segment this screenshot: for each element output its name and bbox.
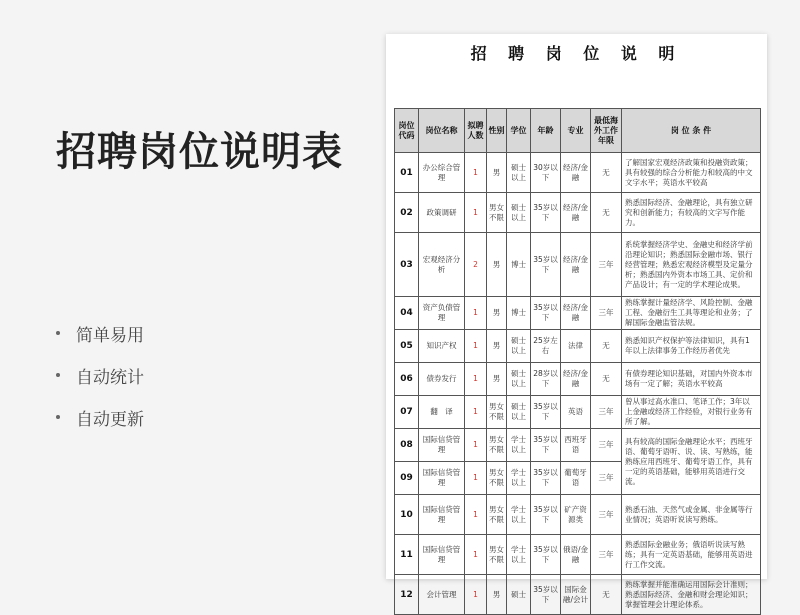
cell-count: 1 [465,495,487,535]
cell-degree: 学士以上 [507,495,531,535]
cell-count: 1 [465,330,487,363]
cell-gender: 男 [487,575,507,615]
cell-code: 11 [395,535,419,575]
cell-age: 25岁左右 [531,330,561,363]
table-header-row [395,109,761,153]
feature-item [56,312,144,354]
feature-item [56,396,144,438]
cell-years: 三年 [591,396,622,429]
cell-major: 英语 [561,396,591,429]
cell-count: 1 [465,535,487,575]
col-header-gender: 性别 [487,109,507,153]
cell-age: 35岁以下 [531,495,561,535]
cell-years: 三年 [591,429,622,462]
cell-code: 07 [395,396,419,429]
cell-major: 经济/金融 [561,233,591,297]
cell-years: 无 [591,330,622,363]
col-header-years: 最低海外工作年限 [591,109,622,153]
cell-years: 三年 [591,495,622,535]
cell-count: 1 [465,462,487,495]
cell-code: 02 [395,193,419,233]
col-header-age: 年龄 [531,109,561,153]
table-row [395,297,761,330]
sheet-title: 招 聘 岗 位 说 明 [470,44,683,63]
cell-name: 宏观经济分析 [419,233,465,297]
cell-years: 无 [591,363,622,396]
cell-degree: 硕士以上 [507,193,531,233]
cell-name: 政策调研 [419,193,465,233]
cell-name: 国际信贷管理 [419,495,465,535]
table-row [395,330,761,363]
table-row [395,233,761,297]
cell-code: 06 [395,363,419,396]
cell-req: 熟悉国际金融业务；俄语听说读写熟练；具有一定英语基础，能够用英语进行工作交流。 [622,535,761,575]
feature-label: 自动更新 [76,409,144,430]
cell-name: 办公综合管理 [419,153,465,193]
cell-major: 经济/金融 [561,153,591,193]
cell-name: 翻 译 [419,396,465,429]
cell-age: 35岁以下 [531,575,561,615]
cell-degree: 硕士以上 [507,330,531,363]
cell-code: 09 [395,462,419,495]
feature-label: 简单易用 [76,325,144,346]
cell-age: 35岁以下 [531,396,561,429]
cell-name: 债券发行 [419,363,465,396]
cell-count: 1 [465,153,487,193]
cell-years: 无 [591,153,622,193]
cell-years: 无 [591,575,622,615]
cell-age: 28岁以下 [531,363,561,396]
feature-label: 自动统计 [76,367,144,388]
table-row [395,575,761,615]
cell-req: 熟悉知识产权保护等法律知识，具有1年以上法律事务工作经历者优先 [622,330,761,363]
cell-years: 无 [591,193,622,233]
cell-code: 10 [395,495,419,535]
cell-major: 矿产资源类 [561,495,591,535]
cell-major: 国际金融/会计 [561,575,591,615]
table-row [395,495,761,535]
cell-age: 35岁以下 [531,193,561,233]
cell-age: 35岁以下 [531,535,561,575]
cell-gender: 男女不限 [487,193,507,233]
cell-req: 熟练掌握计量经济学、风险控制、金融工程、金融衍生工具等理论和业务；了解国际金融监管法规。 [622,297,761,330]
cell-major: 法律 [561,330,591,363]
cell-req: 曾从事过高水准口、笔译工作；3年以上金融或经济工作经验，对银行业务有所了解。 [622,396,761,429]
cell-degree: 硕士以上 [507,363,531,396]
cell-degree: 学士以上 [507,462,531,495]
cell-gender: 男 [487,233,507,297]
cell-code: 04 [395,297,419,330]
cell-count: 1 [465,193,487,233]
cell-code: 03 [395,233,419,297]
cell-age: 35岁以下 [531,297,561,330]
cell-count: 1 [465,363,487,396]
cell-gender: 男 [487,153,507,193]
feature-list [56,312,144,438]
cell-degree: 学士以上 [507,535,531,575]
job-table [394,108,761,615]
cell-degree: 硕士以上 [507,153,531,193]
cell-major: 经济/金融 [561,363,591,396]
cell-degree: 硕士以上 [507,396,531,429]
cell-name: 资产负债管理 [419,297,465,330]
col-header-degree: 学位 [507,109,531,153]
cell-code: 01 [395,153,419,193]
cell-gender: 男 [487,363,507,396]
cell-degree: 学士以上 [507,429,531,462]
cell-name: 国际信贷管理 [419,429,465,462]
cell-req: 有债券理论知识基础，对国内外资本市场有一定了解；英语水平较高 [622,363,761,396]
cell-req: 熟悉石油、天然气或金属、非金属等行业情况；英语听说读写熟练。 [622,495,761,535]
feature-item [56,354,144,396]
bullet-icon [56,331,60,335]
cell-code: 05 [395,330,419,363]
cell-req: 了解国家宏观经济政策和投融资政策；具有较强的综合分析能力和较高的中文文字水平；英语水平较高 [622,153,761,193]
cell-name: 知识产权 [419,330,465,363]
cell-code: 12 [395,575,419,615]
cell-age: 35岁以下 [531,429,561,462]
table-row [395,535,761,575]
col-header-req: 岗 位 条 件 [622,109,761,153]
cell-age: 30岁以下 [531,153,561,193]
cell-major: 葡萄牙语 [561,462,591,495]
cell-gender: 男女不限 [487,429,507,462]
document-preview [386,34,767,609]
cell-req: 熟练掌握并能准确运用国际会计准则；熟悉国际经济、金融和财会理论知识；掌握管理会计理论体系。 [622,575,761,615]
cell-gender: 男女不限 [487,535,507,575]
cell-gender: 男女不限 [487,495,507,535]
cell-years: 三年 [591,233,622,297]
cell-req: 系统掌握经济学史、金融史和经济学前沿理论知识；熟悉国际金融市场、银行经营管理；熟悉宏观经济模型及定量分析；熟悉国内外资本市场工具、定价和产品设计；有一定的学术理论成果。 [622,233,761,297]
bullet-icon [56,373,60,377]
col-header-name: 岗位名称 [419,109,465,153]
cell-code: 08 [395,429,419,462]
cell-count: 1 [465,575,487,615]
table-row [395,429,761,462]
cell-major: 俄语/金融 [561,535,591,575]
table-row [395,396,761,429]
table-row [395,153,761,193]
cell-age: 35岁以下 [531,462,561,495]
cell-name: 会计管理 [419,575,465,615]
cell-count: 2 [465,233,487,297]
cell-major: 西班牙语 [561,429,591,462]
cell-gender: 男女不限 [487,396,507,429]
cell-name: 国际信贷管理 [419,535,465,575]
cell-gender: 男女不限 [487,462,507,495]
cell-years: 三年 [591,535,622,575]
cell-name: 国际信贷管理 [419,462,465,495]
cell-major: 经济/金融 [561,297,591,330]
cell-gender: 男 [487,297,507,330]
cell-req: 具有较高的国际金融理论水平；西班牙语、葡萄牙语听、说、读、写熟练，能熟练应用西班牙、葡萄牙语工作，具有一定的英语基础，能够用英语进行交流。 [622,429,761,495]
table-row [395,193,761,233]
cell-age: 35岁以下 [531,233,561,297]
cell-degree: 硕士 [507,575,531,615]
hero-title: 招聘岗位说明表 [56,129,343,175]
cell-count: 1 [465,429,487,462]
table-row [395,363,761,396]
col-header-count: 拟聘人数 [465,109,487,153]
cell-req: 熟悉国际经济、金融理论，具有独立研究和创新能力；有较高的文字写作能力。 [622,193,761,233]
bullet-icon [56,415,60,419]
cell-years: 三年 [591,462,622,495]
cell-gender: 男 [487,330,507,363]
cell-degree: 博士 [507,233,531,297]
cell-count: 1 [465,396,487,429]
col-header-major: 专业 [561,109,591,153]
cell-degree: 博士 [507,297,531,330]
cell-count: 1 [465,297,487,330]
col-header-code: 岗位代码 [395,109,419,153]
cell-years: 三年 [591,297,622,330]
cell-major: 经济/金融 [561,193,591,233]
